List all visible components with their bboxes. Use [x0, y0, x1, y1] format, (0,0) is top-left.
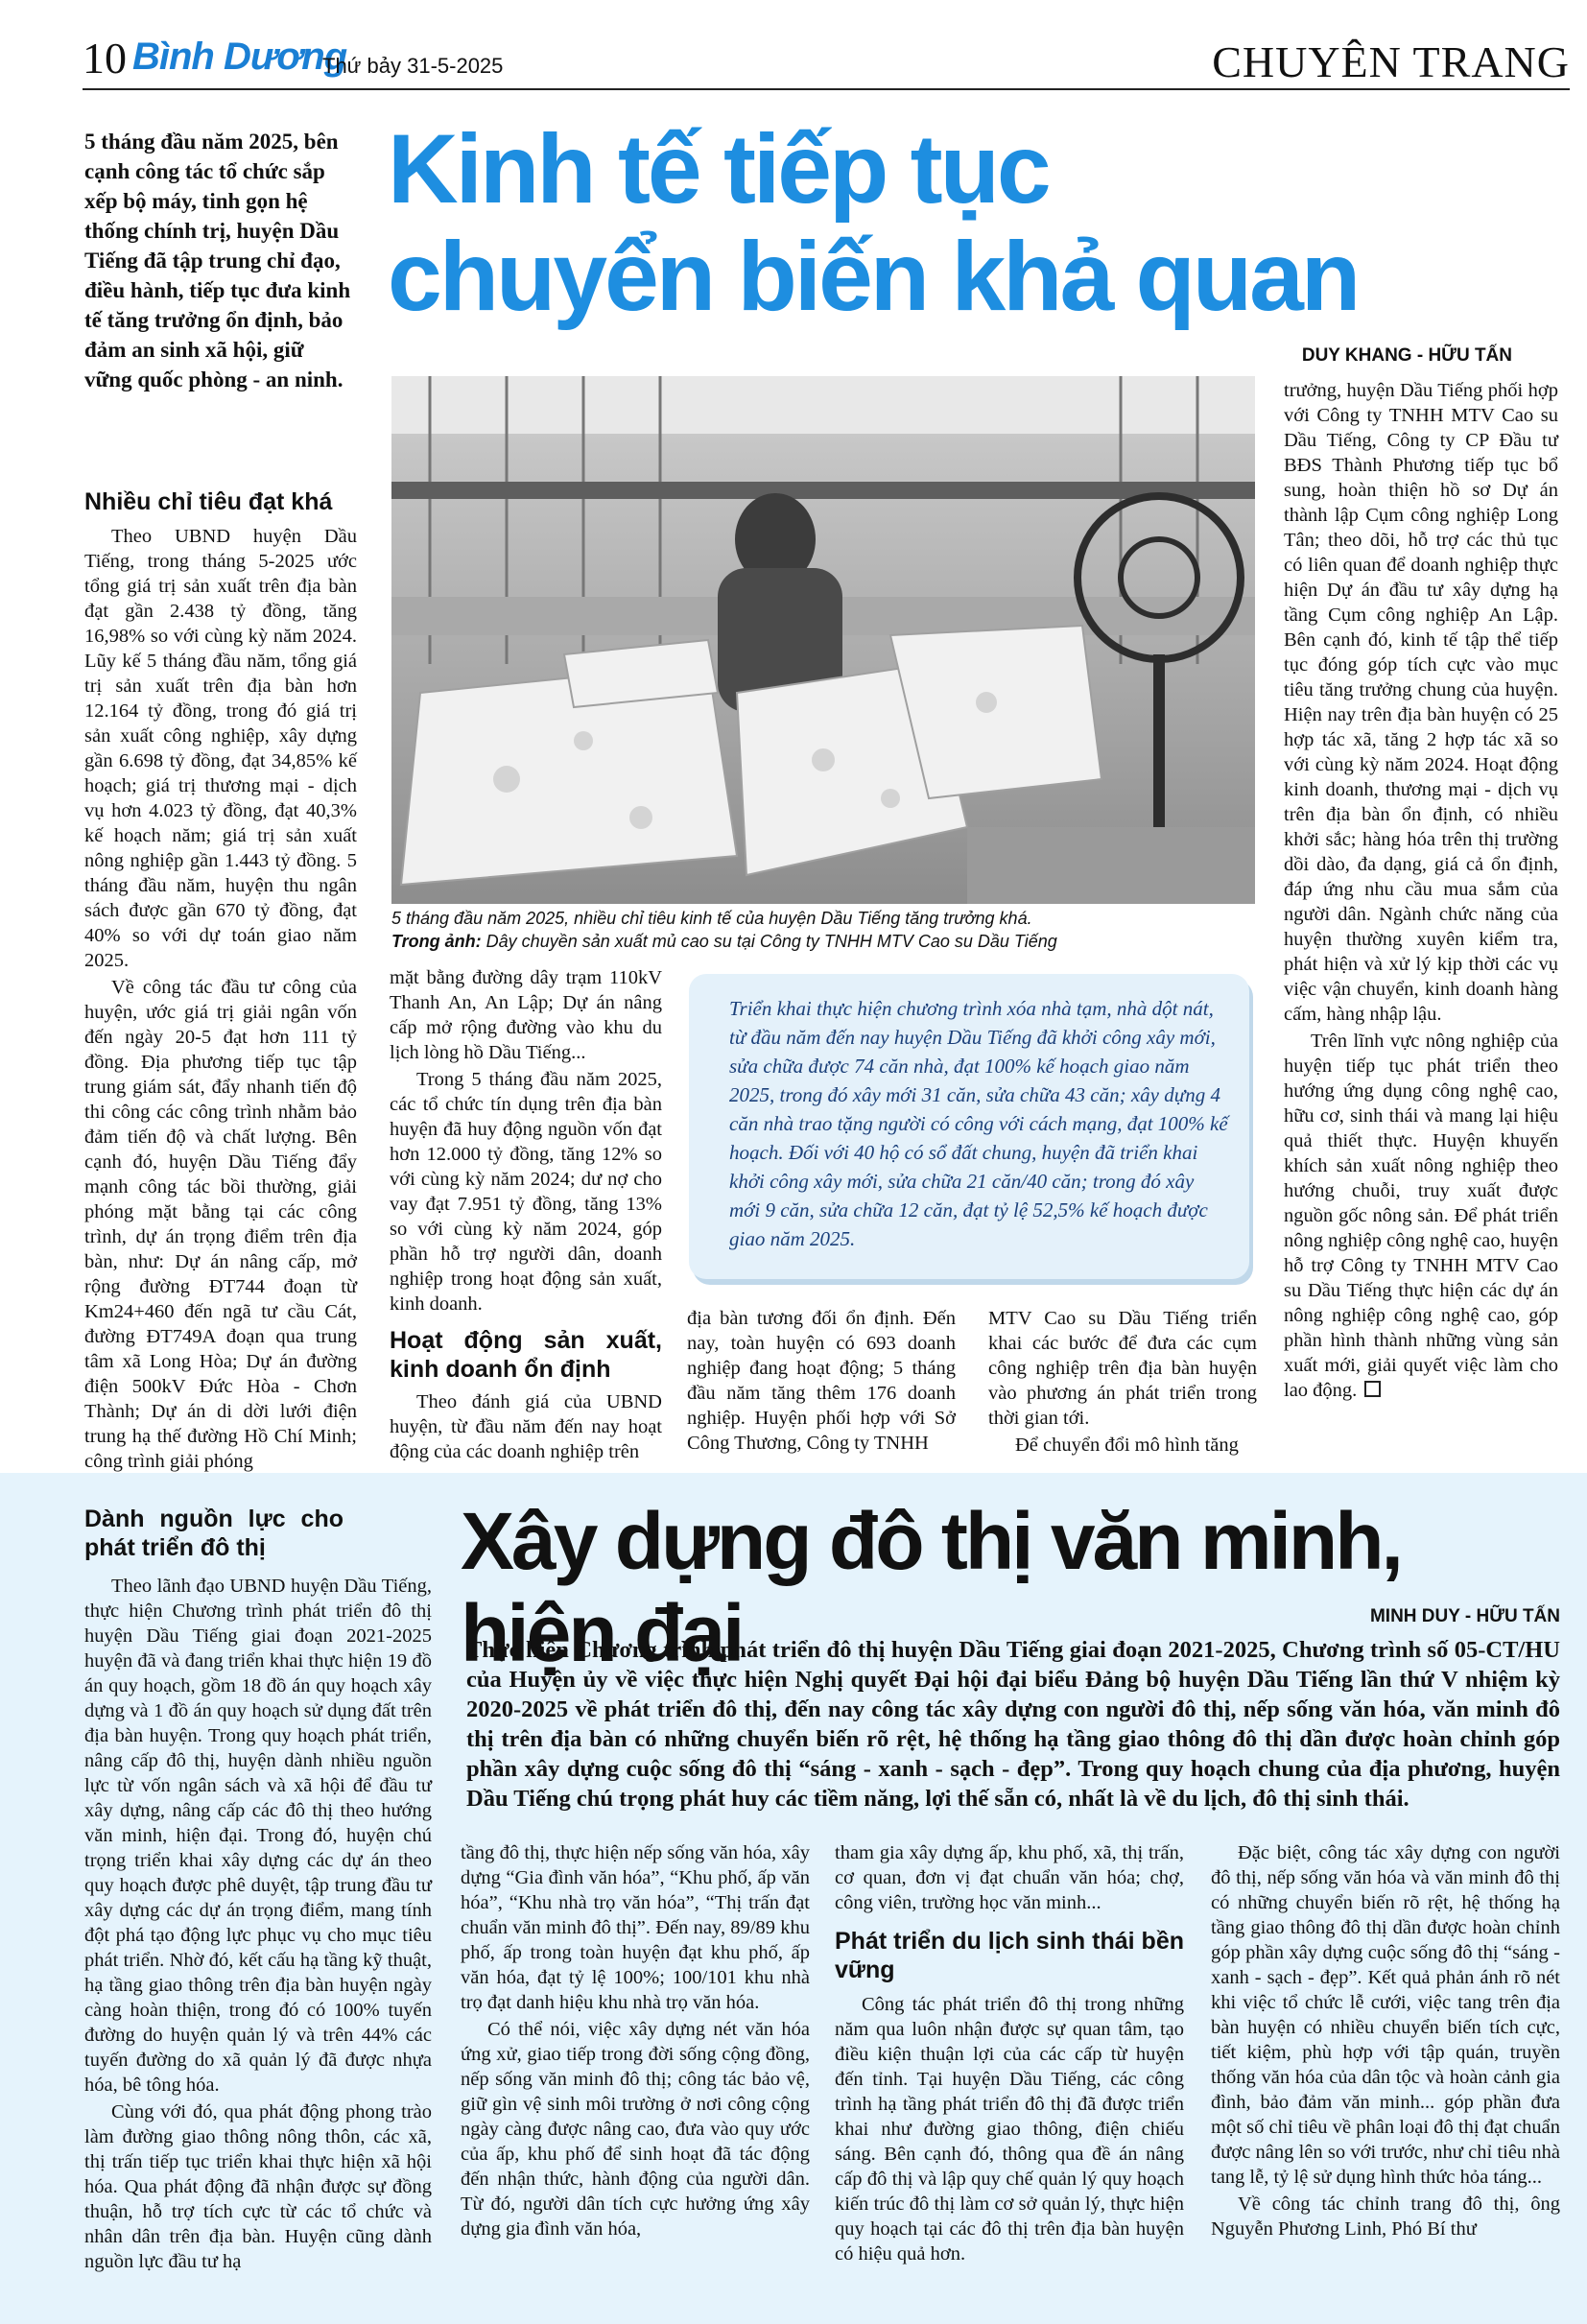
- article1-paragraph: [1284, 1029, 1558, 1403]
- photo-caption-text: Dây chuyền sản xuất mủ cao su tại Công ty TNHH MTV Cao su Dầu Tiếng: [486, 932, 1057, 951]
- article1-headline-line2: chuyển biến khả quan: [388, 222, 1359, 331]
- end-of-article-icon: [1364, 1381, 1381, 1397]
- newspaper-logo: Bình Dương: [132, 36, 347, 78]
- rubber-factory-photo: [391, 376, 1255, 904]
- article2-sapo: Thực hiện Chương trình phát triển đô thị huyện Dầu Tiếng giai đoạn 2021-2025, Chương trình số 05-CT/HU của Huyện ủy về việc thực hiện Nghị quyết Đại hội đại biểu Đảng bộ huyện Dầu Tiếng lần thứ V nhiệm kỳ 2020-2025 về phát triển đô thị, đến nay công tác xây dựng con người đô thị, nếp sống văn hóa, văn minh đô thị trên địa bàn có những chuyển biến rõ rệt, hệ thống hạ tầng giao thông đô thị dần được hoàn chỉnh góp phần xây dựng cuộc sống đô thị “sáng - xanh - sạch - đẹp”. Trong quy hoạch chung của địa phương, huyện Dầu Tiếng chú trọng phát huy các tiềm năng, lợi thế sẵn có, nhất là về du lịch, đô thị sinh thái.: [466, 1637, 1560, 1812]
- highlight-box-text: Triển khai thực hiện chương trình xóa nhà tạm, nhà dột nát, từ đầu năm đến nay huyện Dầu Tiếng đã khởi công xây mới, sửa chữa được 74 căn nhà, đạt 100% kế hoạch giao năm 2025, trong đó xây mới 31 căn, sửa chữa 43 căn; xây dựng 4 căn nhà trao tặng người có công với cách mạng, đạt 100% kế hoạch. Đối với 40 hộ có sổ đất chung, huyện đã triển khai khởi công xây mới, sửa chữa 21 căn/40 căn; trong đó xây mới 9 căn, sửa chữa 12 căn, đạt tỷ lệ 52,5% kế hoạch được giao năm 2025.: [729, 997, 1228, 1250]
- article1-paragraph: MTV Cao su Dầu Tiếng triển khai các bước để đưa các cụm công nghiệp trên địa bàn huyện vào phương án phát triển trong thời gian tới.: [988, 1308, 1257, 1429]
- article1-headline-line1: Kinh tế tiếp tục: [388, 114, 1049, 224]
- article1-paragraph: Về công tác đầu tư công của huyện, ước giá trị giải ngân vốn đến ngày 20-5 đạt hơn 111 tỷ đồng. Địa phương tiếp tục tập trung giám sát, đẩy nhanh tiến độ thi công các công trình nhằm bảo đảm tiến độ và chất lượng. Bên cạnh đó, huyện Dầu Tiếng đẩy mạnh công tác bồi thường, giải phóng mặt bằng tại các công trình, dự án trọng điểm trên địa bàn, như: Dự án nâng cấp, mở rộng đường ĐT744 đoạn từ Km24+460 đến ngã tư cầu Cát, đường ĐT749A đoạn qua trung tâm xã Long Hòa; Dự án đường điện 500kV Đức Hòa - Chơn Thành; Dự án di dời lưới điện trung hạ thế đường Hồ Chí Minh; công trình giải phóng: [84, 977, 357, 1472]
- article2-paragraph: Đặc biệt, công tác xây dựng con người đô thị, nếp sống văn hóa và văn minh đô thị có những chuyển biến rõ rệt, hệ thống hạ tầng giao thông đô thị dần được hoàn chỉnh góp phần xây dựng cuộc sống đô thị “sáng - xanh - sạch - đẹp”. Kết quả phản ánh rõ nét khi việc tổ chức lễ cưới, việc tang trên địa bàn huyện có nhiều chuyển biến tích cực, tiết kiệm, phù hợp với tập quán, truyền thống văn hóa của dân tộc và hoàn cảnh gia đình, bảo đảm văn minh... góp phần đưa một số chỉ tiêu về phân loại đô thị đạt chuẩn được nâng lên so với trước, như chỉ tiêu nhà tang lễ, tỷ lệ sử dụng hình thức hỏa táng...: [1211, 1842, 1560, 2188]
- article2-paragraph: Có thể nói, việc xây dựng nét văn hóa ứng xử, giao tiếp trong đời sống cộng đồng, nếp sống văn minh đô thị; công tác bảo vệ, giữ gìn vệ sinh môi trường ở nơi công cộng ngày càng được nâng cao, đưa vào quy ước của ấp, khu phố để sinh hoạt đã tác động đến nhận thức, hành động của người dân. Từ đó, người dân tích cực hưởng ứng xây dựng gia đình văn hóa,: [461, 2019, 810, 2240]
- article1-paragraph: Theo đánh giá của UBND huyện, từ đầu năm đến nay hoạt động của các doanh nghiệp trên: [390, 1391, 662, 1462]
- photo-caption: [391, 907, 1255, 953]
- article2-paragraph: Theo lãnh đạo UBND huyện Dầu Tiếng, thực hiện Chương trình phát triển đô thị huyện Dầu Tiếng giai đoạn 2021-2025 huyện đã và đang triển khai thực hiện 19 đồ án quy hoạch, gồm 18 đồ án quy hoạch xây dựng và 1 đồ án quy hoạch sử dụng đất trên địa bàn huyện. Trong quy hoạch phát triển, nâng cấp đô thị, huyện dành nhiều nguồn lực từ vốn ngân sách và xã hội để đầu tư xây dựng, nâng cấp các đô thị theo hướng văn minh, hiện đại. Trong đó, huyện chú trọng triển khai xây dựng các dự án theo quy hoạch được phê duyệt, tập trung đầu tư xây dựng các dự án trọng điểm, mang tính đột phá tạo động lực phục vụ cho mục tiêu phát triển. Nhờ đó, kết cấu hạ tầng kỹ thuật, hạ tầng giao thông trên địa bàn huyện ngày càng hoàn thiện, trong đó có 100% tuyến đường do huyện quản lý và trên 44% các tuyến đường do xã quản lý đã được nhựa hóa, bê tông hóa.: [84, 1576, 432, 2096]
- issue-date: Thứ bảy 31-5-2025: [322, 54, 504, 78]
- article1-subhead-1: Nhiều chỉ tiêu đạt khá: [84, 488, 333, 515]
- article1-paragraph: Để chuyển đổi mô hình tăng: [1015, 1435, 1239, 1456]
- article1-column-1: [84, 487, 357, 1474]
- article2-headline: Xây dựng đô thị văn minh, hiện đại: [461, 1496, 1401, 1678]
- photo-caption-label: Trong ảnh:: [391, 932, 482, 951]
- article2-byline: MINH DUY - HỮU TẤN: [1369, 1606, 1560, 1626]
- header-rule: [83, 88, 1570, 90]
- section-title: CHUYÊN TRANG: [1212, 37, 1570, 86]
- article1-paragraph: trưởng, huyện Dầu Tiếng phối hợp với Công ty TNHH MTV Cao su Dầu Tiếng, Công ty CP Đầu tư BĐS Thành Phương tiếp tục bổ sung, hoàn thiện hồ sơ Dự án thành lập Cụm công nghiệp Long Tân; theo dõi, hỗ trợ các thủ tục có liên quan để doanh nghiệp thực hiện Dự án đầu tư xây dựng hạ tầng Cụm công nghiệp An Lập. Bên cạnh đó, kinh tế tập thể tiếp tục đóng góp tích cực vào mục tiêu tăng trưởng chung của huyện. Hiện nay trên địa bàn huyện có 25 hợp tác xã, tăng 2 hợp tác xã so với cùng kỳ năm 2024. Hoạt động kinh doanh, thương mại - dịch vụ trên địa bàn ổn định, có nhiều khởi sắc; hàng hóa trên thị trường dồi dào, đa dạng, giá cả ổn định, đáp ứng nhu cầu mua sắm của người dân. Ngành chức năng của huyện thường xuyên kiểm tra, phát hiện và xử lý kịp thời các vụ việc vận chuyển, kinh doanh hàng cấm, hàng nhập lậu.: [1284, 380, 1558, 1025]
- article1-paragraph: Theo UBND huyện Dầu Tiếng, trong tháng 5-2025 ước tổng giá trị sản xuất trên địa bàn đạt gần 2.438 tỷ đồng, tăng 16,98% so với cùng kỳ năm 2024. Lũy kế 5 tháng đầu năm, tổng giá trị sản xuất trên địa bàn hơn 12.164 tỷ đồng, trong đó giá trị sản xuất công nghiệp, xây dựng gần 6.698 tỷ đồng, đạt 34,85% kế hoạch; giá trị thương mại - dịch vụ hơn 4.023 tỷ đồng, đạt 40,3% kế hoạch năm; giá trị sản xuất nông nghiệp gần 1.443 tỷ đồng. 5 tháng đầu năm, huyện thu ngân sách được gần 670 tỷ đồng, đạt 40% so với dự toán giao năm 2025.: [84, 526, 357, 971]
- article1-column-2: [390, 965, 662, 1464]
- article2-paragraph: Công tác phát triển đô thị trong những năm qua luôn nhận được sự quan tâm, tạo điều kiện thuận lợi của các cấp từ huyện đến tỉnh. Tại huyện Dầu Tiếng, các công trình hạ tầng phát triển đô thị đã được triển khai như đường giao thông, điện chiếu sáng. Bên cạnh đó, thông qua đề án nâng cấp đô thị và lập quy chế quản lý quy hoạch kiến trúc đô thị làm cơ sở quản lý, thực hiện quy hoạch tại các đô thị trên địa bàn huyện có hiệu quả hơn.: [835, 1994, 1184, 2265]
- article2-paragraph: tầng đô thị, thực hiện nếp sống văn hóa, xây dựng “Gia đình văn hóa”, “Khu phố, ấp văn hóa”, “Khu nhà trọ văn hóa”, “Thị trấn đạt chuẩn văn minh đô thị”. Đến nay, 89/89 khu phố, ấp trong toàn huyện đạt khu phố, ấp văn hóa, đạt tỷ lệ 100%; 100/101 khu nhà trọ đạt danh hiệu khu nhà trọ văn hóa.: [461, 1842, 810, 2013]
- article1-column-4: [988, 1306, 1257, 1458]
- article2-paragraph: tham gia xây dựng ấp, khu phố, xã, thị trấn, cơ quan, đơn vị đạt chuẩn văn hóa; chợ, công viên, trường học văn minh...: [835, 1842, 1184, 1913]
- article1-column-3: [687, 1306, 956, 1456]
- article2-paragraph: Về công tác chỉnh trang đô thị, ông Nguyễn Phương Linh, Phó Bí thư: [1211, 2194, 1560, 2240]
- article1-column-5: [1284, 378, 1558, 1403]
- photo-caption-line2: [391, 930, 1255, 953]
- article1-lead: 5 tháng đầu năm 2025, bên cạnh công tác tổ chức sắp xếp bộ máy, tinh gọn hệ thống chính trị, huyện Dầu Tiếng đã tập trung chỉ đạo, điều hành, tiếp tục đưa kinh tế tăng trưởng ổn định, bảo đảm an sinh xã hội, giữ vững quốc phòng - an ninh.: [84, 130, 351, 391]
- article1-headline: [388, 115, 1539, 330]
- article1-paragraph: mặt bằng đường dây trạm 110kV Thanh An, An Lập; Dự án nâng cấp mở rộng đường vào khu du lịch lòng hồ Dầu Tiếng...: [390, 967, 662, 1063]
- article1-paragraph: địa bàn tương đối ổn định. Đến nay, toàn huyện có 693 doanh nghiệp đang hoạt động; 5 tháng đầu năm tăng thêm 176 doanh nghiệp. Huyện phối hợp với Sở Công Thương, Công ty TNHH: [687, 1308, 956, 1454]
- page-number: 10: [83, 34, 127, 83]
- article1-paragraph: Trong 5 tháng đầu năm 2025, các tổ chức tín dụng trên địa bàn huyện đã huy động nguồn vốn đạt hơn 12.000 tỷ đồng, tăng 12% so với cùng kỳ năm 2024; dư nợ cho vay đạt 7.951 tỷ đồng, tăng 13% so với cùng kỳ năm 2024, góp phần hỗ trợ người dân, doanh nghiệp trong hoạt động sản xuất, kinh doanh.: [390, 1069, 662, 1315]
- article1-final-text: Trên lĩnh vực nông nghiệp của huyện tiếp tục phát triển theo hướng ứng dụng công nghệ cao, hữu cơ, sinh thái và mang lại hiệu quả thiết thực. Huyện khuyến khích sản xuất nông nghiệp theo hướng chuỗi, truy xuất được nguồn gốc nông sản. Để phát triển nông nghiệp công nghệ cao, huyện hỗ trợ Công ty TNHH MTV Cao su Dầu Tiếng thực hiện các dự án nông nghiệp công nghệ cao, góp phần hình thành những vùng sản xuất mới, giải quyết việc làm cho lao động.: [1284, 1031, 1558, 1401]
- article2-column-4: [1211, 1840, 1560, 2241]
- article2-paragraph: Cùng với đó, qua phát động phong trào làm đường giao thông nông thôn, các xã, thị trấn tiếp tục triển khai thực hiện xã hội hóa. Qua phát động đã nhận được sự đồng thuận, hỗ trợ tích cực từ các tổ chức và nhân dân trên địa bàn. Huyện cũng dành nguồn lực đầu tư hạ: [84, 2101, 432, 2272]
- article2-column-1: [84, 1505, 432, 2274]
- article2-column-2: [461, 1840, 810, 2241]
- article2-column-3: [835, 1840, 1184, 2266]
- article1-byline: DUY KHANG - HỮU TẤN: [1301, 345, 1512, 366]
- photo-caption-line1: 5 tháng đầu năm 2025, nhiều chỉ tiêu kinh tế của huyện Dầu Tiếng tăng trưởng khá.: [391, 909, 1032, 928]
- article2-subhead-1: Dành nguồn lực cho phát triển đô thị: [84, 1506, 343, 1561]
- article1-subhead-2: Hoạt động sản xuất, kinh doanh ổn định: [390, 1327, 662, 1383]
- article2-subhead-2: Phát triển du lịch sinh thái bền vững: [835, 1928, 1184, 1983]
